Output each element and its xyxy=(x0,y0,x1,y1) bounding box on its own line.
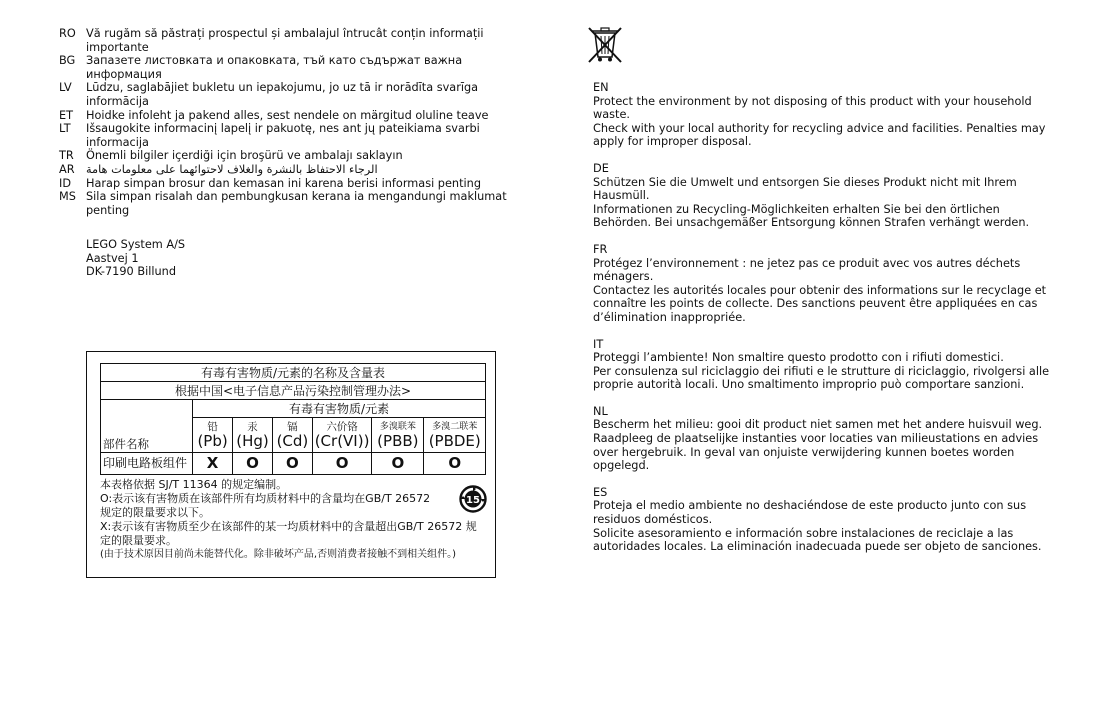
period-number: 15 xyxy=(466,495,480,506)
disposal-section-de xyxy=(593,162,1053,230)
notice-tr xyxy=(59,149,529,163)
substance-header xyxy=(312,418,371,453)
notice-ro xyxy=(59,27,529,54)
note-reason: (由于技术原因目前尚未能替代化。除非破坏产品,否则消费者接触不到相关组件。) xyxy=(100,549,456,560)
hazardous-substance-table xyxy=(100,363,486,475)
weee-crossed-bin-icon xyxy=(587,26,623,64)
keep-leaflet-notices xyxy=(59,27,529,217)
substance-cn: 铅 xyxy=(207,420,218,433)
note-o: O:表示该有害物质在该部件所有均质材料中的含量均在GB/T 26572 规定的限量要求以下。 xyxy=(100,492,431,519)
disposal-section-it xyxy=(593,338,1053,392)
part-name-header: 部件名称 xyxy=(101,418,193,453)
substance-symbol: (Cd) xyxy=(276,431,309,450)
notice-bg xyxy=(59,54,529,81)
disposal-paragraph: Bescherm het milieu: gooi dit product niet samen met het andere huisvuil weg. xyxy=(593,418,1043,432)
substance-header xyxy=(233,418,273,453)
disposal-paragraph: Proteja el medio ambiente no deshaciéndose de este producto junto con sus residuos domésticos. xyxy=(593,499,1027,527)
lang-code: NL xyxy=(593,404,608,418)
street-address: Aastvej 1 xyxy=(86,251,139,265)
lang-code: LV xyxy=(59,81,72,95)
environmental-period-badge xyxy=(459,485,487,513)
table-title: 有毒有害物质/元素的名称及含量表 xyxy=(101,364,486,382)
disposal-section-es xyxy=(593,486,1053,554)
substance-symbol: (PBB) xyxy=(377,431,419,450)
note-source: 本表格依据 SJ/T 11364 的规定编制。 xyxy=(100,478,288,491)
table-corner xyxy=(101,400,193,418)
lang-code: EN xyxy=(593,81,609,94)
notice-text: Önemli bilgiler içerdiği için broşürü ve ambalajı saklayın xyxy=(86,149,403,163)
substance-cn: 多溴二联苯 xyxy=(432,421,478,432)
substance-cn: 镉 xyxy=(287,420,298,433)
value-cell: O xyxy=(424,452,486,474)
lang-code: TR xyxy=(59,149,74,163)
notice-et xyxy=(59,109,529,123)
substance-cn: 汞 xyxy=(247,420,258,433)
lang-code: MS xyxy=(59,190,76,204)
value-cell: O xyxy=(312,452,371,474)
lang-code: DE xyxy=(593,161,609,175)
notice-lt xyxy=(59,122,529,149)
value-cell: O xyxy=(372,452,424,474)
substance-header xyxy=(372,418,424,453)
lang-code: AR xyxy=(59,162,75,176)
value-cell: O xyxy=(272,452,312,474)
disposal-paragraph: Informationen zu Recycling-Möglichkeiten erhalten Sie bei den örtlichen Behörden. Bei unsachgemäßer Entsorgung können Strafen verhängt werden. xyxy=(593,202,1030,230)
notice-id xyxy=(59,177,529,191)
disposal-paragraph: Per consulenza sul riciclaggio dei rifiuti e le strutture di riciclaggio, rivolgersi alle proprie autorità locali. Uno smaltimento improprio può comportare sanzioni. xyxy=(593,364,1050,392)
disposal-paragraph: Contactez les autorités locales pour obtenir des informations sur le recyclage et connaître les points de collecte. Des sanctions peuvent être appliquées en cas d’élimination inappropriée. xyxy=(593,283,1047,324)
rohs-notes xyxy=(100,478,486,562)
disposal-paragraph: Proteggi l’ambiente! Non smaltire questo prodotto con i rifiuti domestici. xyxy=(593,351,1004,365)
company-address xyxy=(86,238,185,279)
disposal-section-fr xyxy=(593,243,1053,325)
disposal-section-nl xyxy=(593,405,1053,473)
disposal-paragraph: Protégez l’environnement : ne jetez pas ce produit avec vos autres déchets ménagers. xyxy=(593,256,1021,284)
substance-group-header: 有毒有害物质/元素 xyxy=(193,400,486,418)
lang-code: ET xyxy=(59,108,74,122)
substance-cn: 六价铬 xyxy=(326,420,358,433)
disposal-paragraph: Check with your local authority for recycling advice and facilities. Penalties may apply for improper disposal. xyxy=(593,121,1046,149)
notice-ms xyxy=(59,190,529,217)
city-address: DK-7190 Billund xyxy=(86,265,176,279)
disposal-instructions xyxy=(593,81,1053,567)
substance-symbol: (Cr(VI)) xyxy=(314,431,370,450)
notice-text: Sila simpan risalah dan pembungkusan kerana ia mengandungi maklumat penting xyxy=(86,190,507,217)
disposal-paragraph: Protect the environment by not disposing of this product with your household waste. xyxy=(593,94,1032,122)
substance-symbol: (PBDE) xyxy=(428,431,481,450)
notice-text: Vă rugăm să păstrați prospectul și ambalajul întrucât conțin informații importante xyxy=(86,27,484,54)
lang-code: RO xyxy=(59,27,76,40)
disposal-paragraph: Raadpleeg de plaatselijke instanties voor locaties van milieustations en advies over hergebruik. In geval van onjuiste verwijdering kunnen boetes worden opgelegd. xyxy=(593,432,1039,473)
lang-code: LT xyxy=(59,122,71,136)
disposal-paragraph: Solicite asesoramiento e información sobre instalaciones de reciclaje a las autoridades locales. La eliminación inadecuada puede ser objeto de sanciones. xyxy=(593,526,1042,554)
notice-lv xyxy=(59,81,529,108)
notice-text: Hoidke infoleht ja pakend alles, sest nendele on märgitud oluline teave xyxy=(86,108,489,122)
note-x: X:表示该有害物质至少在该部件的某一均质材料中的含量超出GB/T 26572 规定的限量要求。 xyxy=(100,520,477,547)
part-name-cell: 印刷电路板组件 xyxy=(101,452,193,474)
substance-header xyxy=(272,418,312,453)
lang-code: ID xyxy=(59,176,72,190)
substance-symbol: (Hg) xyxy=(236,431,269,450)
value-cell: O xyxy=(233,452,273,474)
value-cell: X xyxy=(193,452,233,474)
china-rohs-declaration xyxy=(86,351,496,578)
table-basis: 根据中国<电子信息产品污染控制管理办法> xyxy=(101,382,486,400)
disposal-paragraph: Schützen Sie die Umwelt und entsorgen Sie dieses Produkt nicht mit Ihrem Hausmüll. xyxy=(593,175,1017,203)
notice-text: Išsaugokite informacinį lapelį ir pakuotę, nes ant jų pateikiama svarbi informacija xyxy=(86,122,480,149)
notice-text: Harap simpan brosur dan kemasan ini karena berisi informasi penting xyxy=(86,176,481,190)
substance-header xyxy=(193,418,233,453)
notice-text: الرجاء الاحتفاظ بالنشرة والغلاف لاحتوائهما على معلومات هامة xyxy=(86,162,378,176)
substance-header xyxy=(424,418,486,453)
company-name: LEGO System A/S xyxy=(86,238,186,251)
notice-ar xyxy=(59,163,529,177)
lang-code: FR xyxy=(593,242,608,256)
lang-code: IT xyxy=(593,337,604,351)
recycle-period-icon xyxy=(459,485,487,513)
lang-code: ES xyxy=(593,485,608,499)
notice-text: Lūdzu, saglabājiet bukletu un iepakojumu, jo uz tā ir norādīta svarīga informācija xyxy=(86,81,479,108)
lang-code: BG xyxy=(59,54,76,68)
notice-text: Запазете листовката и опаковката, тъй като съдържат важна информация xyxy=(86,54,463,81)
substance-symbol: (Pb) xyxy=(197,431,228,450)
substance-cn: 多溴联苯 xyxy=(379,421,416,432)
disposal-section-en xyxy=(593,81,1053,149)
